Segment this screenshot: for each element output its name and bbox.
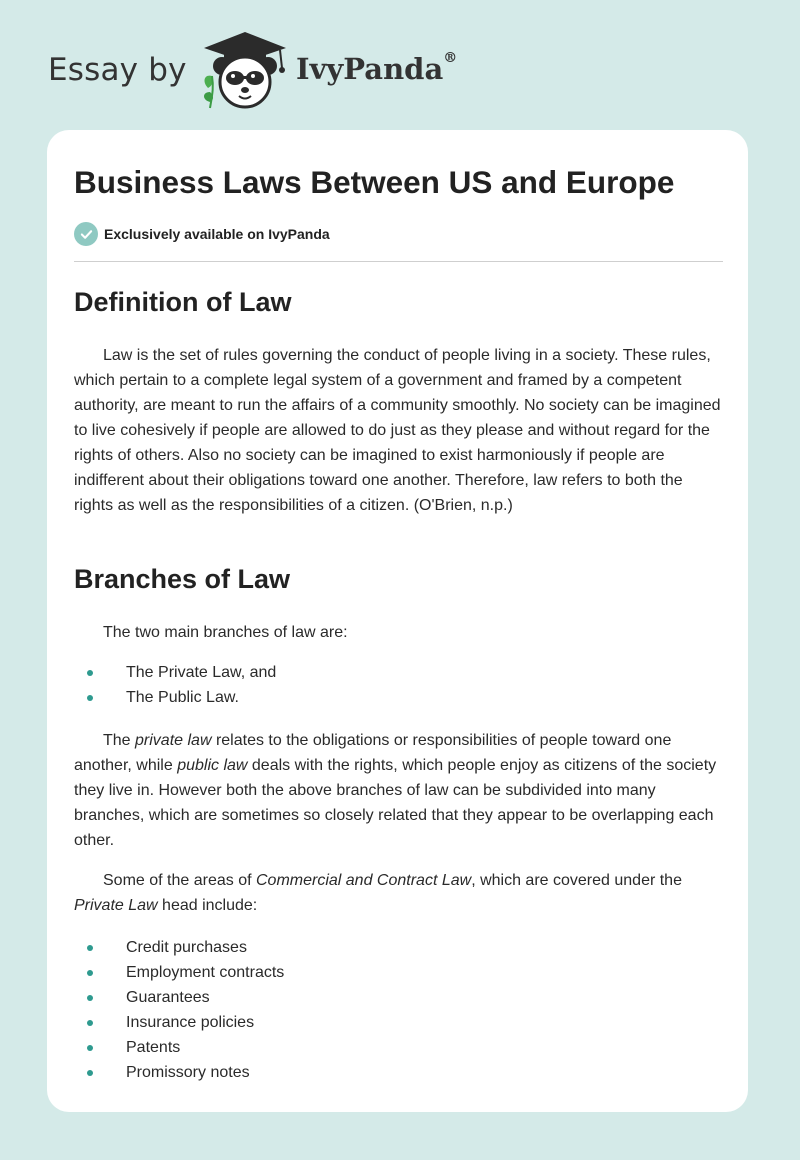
emphasis-text: private law bbox=[135, 732, 212, 749]
list-item-text: Guarantees bbox=[126, 989, 210, 1006]
section-heading-branches: Branches of Law bbox=[74, 564, 291, 594]
list-item bbox=[74, 935, 723, 960]
article-card bbox=[47, 130, 748, 1112]
badge-text: Exclusively available on IvyPanda bbox=[104, 226, 330, 242]
bullet-icon bbox=[87, 995, 93, 1001]
bullet-icon bbox=[87, 670, 93, 676]
list-item bbox=[74, 660, 723, 685]
text-run: head include: bbox=[157, 897, 258, 914]
list-item-text: Credit purchases bbox=[126, 939, 247, 956]
bullet-icon bbox=[87, 1020, 93, 1026]
registered-mark: ® bbox=[443, 50, 458, 66]
exclusive-badge bbox=[74, 222, 330, 246]
article-title: Business Laws Between US and Europe bbox=[74, 164, 675, 200]
brand-name[interactable] bbox=[296, 52, 457, 86]
list-item bbox=[74, 685, 723, 710]
bullet-icon bbox=[87, 970, 93, 976]
branches-intro: The two main branches of law are: bbox=[103, 624, 348, 641]
list-item-text: The Private Law, and bbox=[126, 664, 277, 681]
text-run: Some of the areas of bbox=[103, 872, 256, 889]
text-run: deals with the rights, which people enjoy as citizens of the society they live in. However both the above branches of law can be subdivided into many branches, which are sometimes so closely related that they appear to be overlapping each other. bbox=[74, 757, 717, 849]
commercial-areas-list bbox=[74, 935, 723, 1085]
definition-paragraph: Law is the set of rules governing the conduct of people living in a society. These rules, which pertain to a complete legal system of a government and framed by a competent authority, are meant to run the affairs of a community smoothly. No society can be imagined to live cohesively if people are allowed to do just as they please and without regard for the rights of others. Also no society can be imagined to exist harmoniously if people are indifferent about their obligations toward one another. Therefore, law refers to both the rights as well as the responsibilities of a citizen. (O'Brien, n.p.) bbox=[74, 347, 721, 514]
text-run: The bbox=[103, 732, 136, 749]
bullet-icon bbox=[87, 1045, 93, 1051]
essay-by-label: Essay by bbox=[48, 52, 187, 88]
site-header bbox=[48, 30, 548, 110]
emphasis-text: Commercial and Contract Law bbox=[255, 872, 472, 889]
list-item-text: Patents bbox=[126, 1039, 181, 1056]
emphasis-text: Private Law bbox=[74, 897, 158, 914]
divider bbox=[74, 261, 723, 262]
list-item bbox=[74, 960, 723, 985]
list-item-text: Insurance policies bbox=[126, 1014, 255, 1031]
list-item-text: Employment contracts bbox=[126, 964, 285, 981]
list-item-text: The Public Law. bbox=[126, 689, 239, 706]
bullet-icon bbox=[87, 695, 93, 701]
branches-list bbox=[74, 660, 723, 710]
text-run: , which are covered under the bbox=[471, 872, 682, 889]
private-public-paragraph bbox=[74, 728, 723, 853]
list-item bbox=[74, 1010, 723, 1035]
list-item bbox=[74, 1035, 723, 1060]
brand-text: IvyPanda bbox=[296, 52, 444, 86]
emphasis-text: public law bbox=[177, 757, 248, 774]
list-item bbox=[74, 1060, 723, 1085]
bullet-icon bbox=[87, 1070, 93, 1076]
check-icon bbox=[74, 222, 98, 246]
panda-logo-icon[interactable] bbox=[200, 30, 290, 110]
text-run: relates to the obligations or responsibilities of people toward one another, while bbox=[74, 732, 672, 774]
section-heading-definition: Definition of Law bbox=[74, 287, 292, 317]
bullet-icon bbox=[87, 945, 93, 951]
list-item-text: Promissory notes bbox=[126, 1064, 250, 1081]
commercial-law-paragraph bbox=[74, 868, 723, 918]
list-item bbox=[74, 985, 723, 1010]
